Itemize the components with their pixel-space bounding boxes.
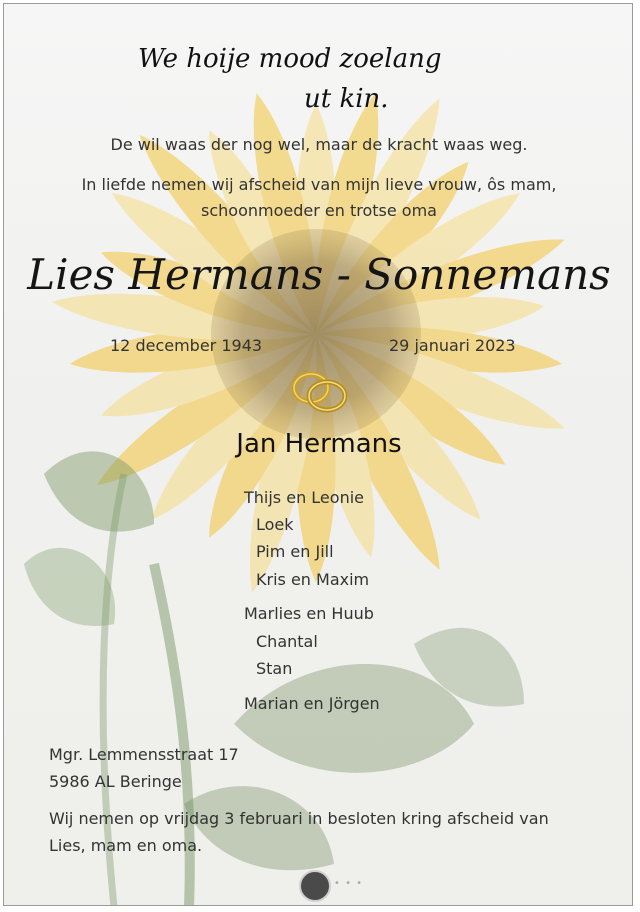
obituary-card [3, 3, 633, 906]
motto-line-1: We hoije mood zoelang [138, 44, 442, 74]
decorative-dots: • • • [334, 878, 364, 889]
family-member: Kris en Maxim [256, 570, 370, 589]
intro-text: De wil waas der nog wel, maar de kracht waas weg. [110, 135, 528, 154]
leaf [24, 548, 115, 626]
farewell-line-2: schoonmoeder en trotse oma [201, 201, 437, 220]
birth-date: 12 december 1943 [110, 336, 263, 355]
wedding-rings-icon [289, 366, 353, 418]
address-city: 5986 AL Beringe [49, 772, 182, 791]
family-member: Pim en Jill [256, 542, 334, 561]
family-member: Stan [256, 659, 293, 678]
farewell-line-1: In liefde nemen wij afscheid van mijn lieve vrouw, ôs mam, [81, 175, 557, 194]
motto-line-2: ut kin. [304, 84, 389, 114]
family-member: Loek [256, 515, 294, 534]
closing-line-1: Wij nemen op vrijdag 3 februari in besloten kring afscheid van [49, 809, 549, 828]
partner-name: Jan Hermans [236, 429, 402, 459]
family-member: Thijs en Leonie [244, 488, 364, 507]
closing-line-2: Lies, mam en oma. [49, 836, 203, 855]
funeral-logo-icon [299, 870, 331, 902]
family-member: Chantal [256, 632, 318, 651]
death-date: 29 januari 2023 [389, 336, 516, 355]
address-street: Mgr. Lemmensstraat 17 [49, 745, 239, 764]
deceased-name: Lies Hermans - Sonnemans [27, 250, 611, 299]
family-member: Marian en Jörgen [244, 694, 380, 713]
family-member: Marlies en Huub [244, 604, 374, 623]
